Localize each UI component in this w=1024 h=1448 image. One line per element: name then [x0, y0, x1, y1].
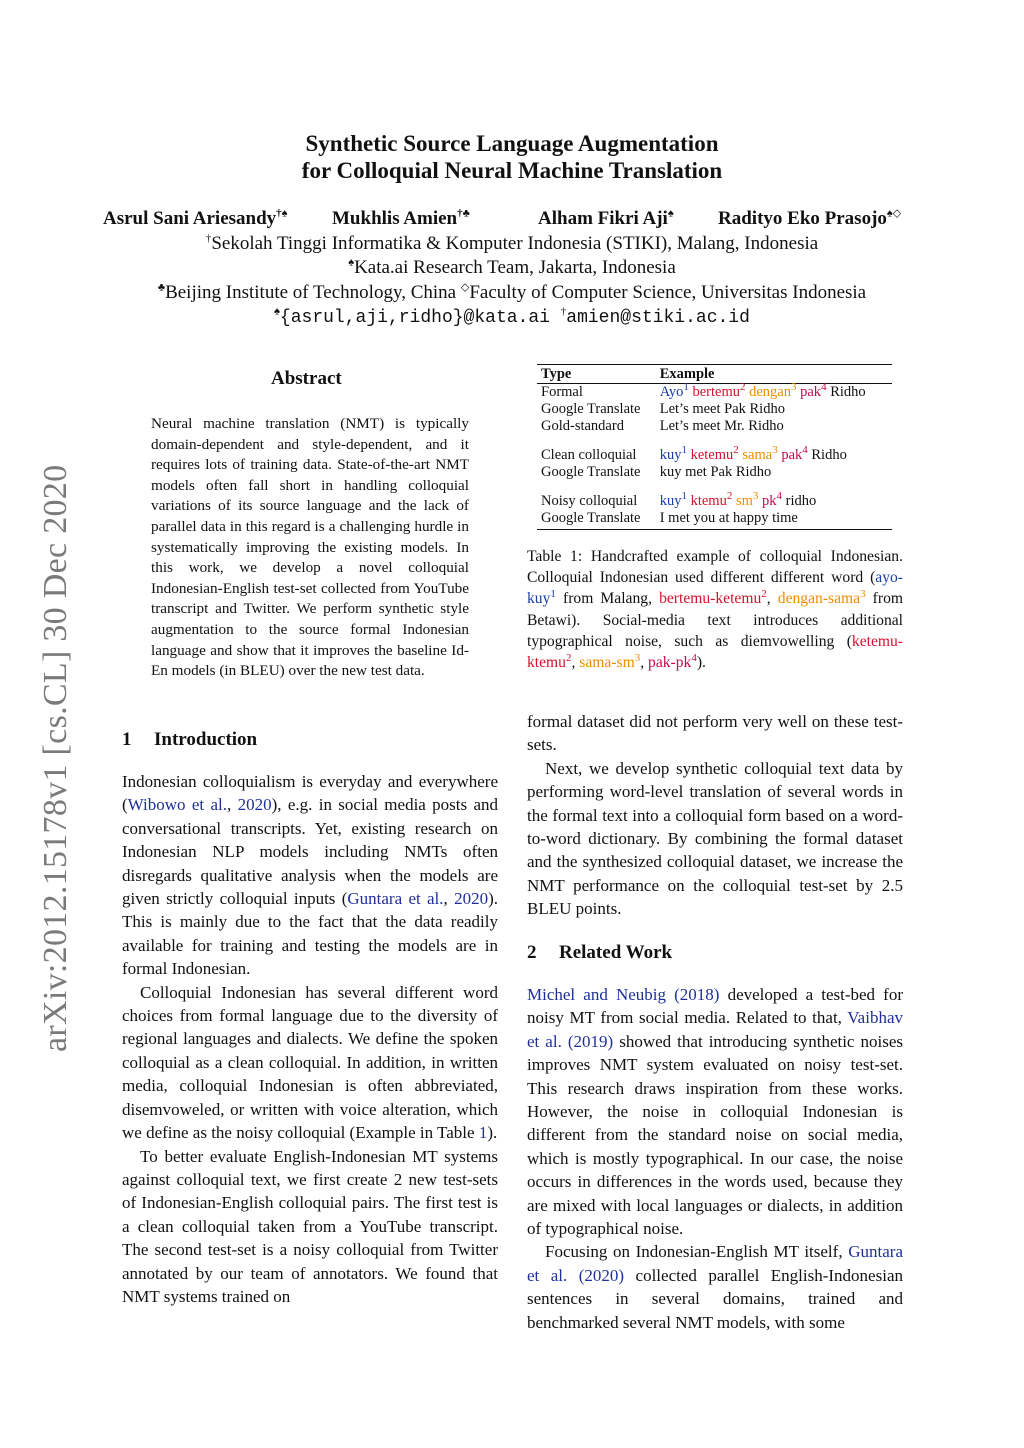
author-2: Mukhlis Amien†♣ [332, 207, 470, 229]
citation-vaibhav-year[interactable]: (2019) [567, 1031, 614, 1051]
section-heading-introduction: 1 Introduction [122, 729, 258, 750]
citation-guntara[interactable]: Guntara et al. [347, 889, 444, 909]
affiliation-stiki: †Sekolah Tinggi Informatika & Komputer Indonesia (STIKI), Malang, Indonesia [205, 232, 819, 254]
citation-guntara-2[interactable]: Guntara et al. [527, 1242, 903, 1285]
affiliation-kata: ♠Kata.ai Research Team, Jakarta, Indonesia [348, 256, 676, 278]
arxiv-identifier: arXiv:2012.15178v1 [cs.CL] 30 Dec 2020 [37, 464, 74, 1052]
example-table [537, 364, 892, 530]
intro-continued-paragraph-1: formal dataset did not perform very well on these test-sets. [527, 712, 903, 755]
abstract-text: Neural machine translation (NMT) is typically domain-dependent and style-dependent, and it requires lots of training data. State-of-the-art NMT models often fall short in handling colloquial variations of its source language and the lack of parallel data in this regard is a challenging hurdle in systematically improving the existing models. In this work, we develop a novel colloquial Indonesian-English test-set collected from YouTube transcript and Twitter. We perform synthetic style augmentation to the source formal Indonesian language and show that it improves the baseline Id-En models (in BLEU) over the new test data. [151, 415, 469, 680]
table-row: Google Translate I met you at happy time [537, 510, 892, 530]
table-row: Google Translate Let’s meet Pak Ridho [541, 401, 785, 417]
citation-vaibhav[interactable]: Vaibhav et al. [527, 1008, 903, 1051]
table-header-example: Example [656, 365, 892, 384]
citation-guntara-year[interactable]: 2020 [454, 889, 489, 909]
related-paragraph-1: Michel and Neubig (2018) developed a test-bed for noisy MT from social media. Related to that, Vaibhav et al. (2019) showed that introducing synthetic noises improves NMT system evaluated on noisy test-set. This research draws inspiration from these works. However, the noise in colloquial Indonesian is different from the standard noise on social media, which is mostly typographical. In our case, the noise occurs in differences in the words used, because they are mixed with local languages or dialects, in addition of typographical noise. [527, 985, 904, 1239]
citation-wibowo-year[interactable]: 2020 [237, 795, 272, 815]
section-heading-related-work: 2 Related Work [527, 942, 673, 963]
citation-wibowo[interactable]: Wibowo et al. [127, 795, 228, 815]
citation-michel-neubig-year[interactable]: (2018) [674, 985, 720, 1004]
related-paragraph-2: Focusing on Indonesian-English MT itself, Guntara et al. (2020) collected parallel English-Indonesian sentences in several domains, trained and benchmarked several NMT models, with some [527, 1242, 903, 1332]
intro-continued-paragraph-2: Next, we develop synthetic colloquial text data by performing word-level translation of several words in the formal text into a colloquial form based on a word-to-word dictionary. By combining the formal dataset and the synthesized colloquial dataset, we increase the NMT performance on the colloquial test-set by 2.5 BLEU points. [527, 758, 903, 919]
table-header-row [537, 365, 892, 384]
table-caption: Table 1: Handcrafted example of colloquial Indonesian. Colloquial Indonesian used different different word (ayo-kuy$^1$ from Malang, bertemu-ketemu$^2$, dengan-sama$^3$ from Betawi). Social-media text introduces additional typographical noise, such as diemvowelling (ketemu-ktemu$^2$, sama-$sm^3$, pak-$pk^4$). [527, 548, 903, 672]
table-row: Noisy colloquial kuy$^1$ ktemu$^2$ $sm^3$ $pk^4$ ridho [541, 490, 817, 509]
paper-title-line-1: Synthetic Source Language Augmentation [305, 131, 719, 156]
author-4: Radityo Eko Prasojo♠◇ [718, 207, 902, 229]
related-work-body [527, 983, 903, 1334]
introduction-body [122, 770, 498, 1308]
table-row: Clean colloquial kuy$^1$ ketemu$^2$ sama$^3$ pak$^4$ Ridho [541, 444, 847, 463]
intro-paragraph-3: To better evaluate English-Indonesian MT systems against colloquial text, we first create 2 new test-sets of Indonesian-English colloquial pairs. The first test is a clean colloquial taken from a YouTube transcript. The second test-set is a noisy colloquial from Twitter annotated by our team of annotators. We found that NMT systems trained on [122, 1146, 498, 1306]
table-reference-1[interactable]: 1 [478, 1123, 488, 1143]
citation-guntara-2-year[interactable]: (2020) [578, 1265, 625, 1285]
intro-continued [527, 710, 903, 921]
author-3: Alham Fikri Aji♠ [538, 207, 674, 229]
author-emails: ♠{asrul,aji,ridho}@kata.ai †amien@stiki.ac.id [274, 305, 750, 328]
citation-michel-neubig[interactable]: Michel and Neubig [527, 985, 666, 1004]
table-row: Gold-standard Let’s meet Mr. Ridho [541, 418, 784, 434]
author-1: Asrul Sani Ariesandy†♠ [103, 207, 288, 229]
intro-paragraph-2: Colloquial Indonesian has several different word choices from formal language due to the diversity of regional languages and dialects. We define the spoken colloquial as a clean colloquial. In addition, in written media, colloquial Indonesian is often abbreviated, disemvoweled, or written with voice alteration, which we define as the noisy colloquial (Example in Table 1). [122, 982, 498, 1143]
affiliation-bit-ui: ♣Beijing Institute of Technology, China ◇Faculty of Computer Science, Universitas Indonesia [157, 281, 867, 303]
paper-title-line-2: for Colloquial Neural Machine Translation [301, 158, 723, 183]
table-row: Formal Ayo$^1$ bertemu$^2$ dengan$^3$ pak$^4$ Ridho [541, 381, 866, 400]
table-header-type: Type [537, 365, 656, 384]
table-row: Google Translate kuy met Pak Ridho [541, 464, 772, 480]
intro-paragraph-1: Indonesian colloquialism is everyday and everywhere (Wibowo et al., 2020), e.g. in social media posts and conversational transcripts. Yet, existing research on Indonesian NLP models including NMTs often disregards qualitative analysis when the models are given strictly colloquial inputs (Guntara et al., 2020). This is mainly due to the fact that the data readily available for training and testing the models are in formal Indonesian. [122, 772, 499, 979]
abstract-heading: Abstract [271, 368, 342, 389]
